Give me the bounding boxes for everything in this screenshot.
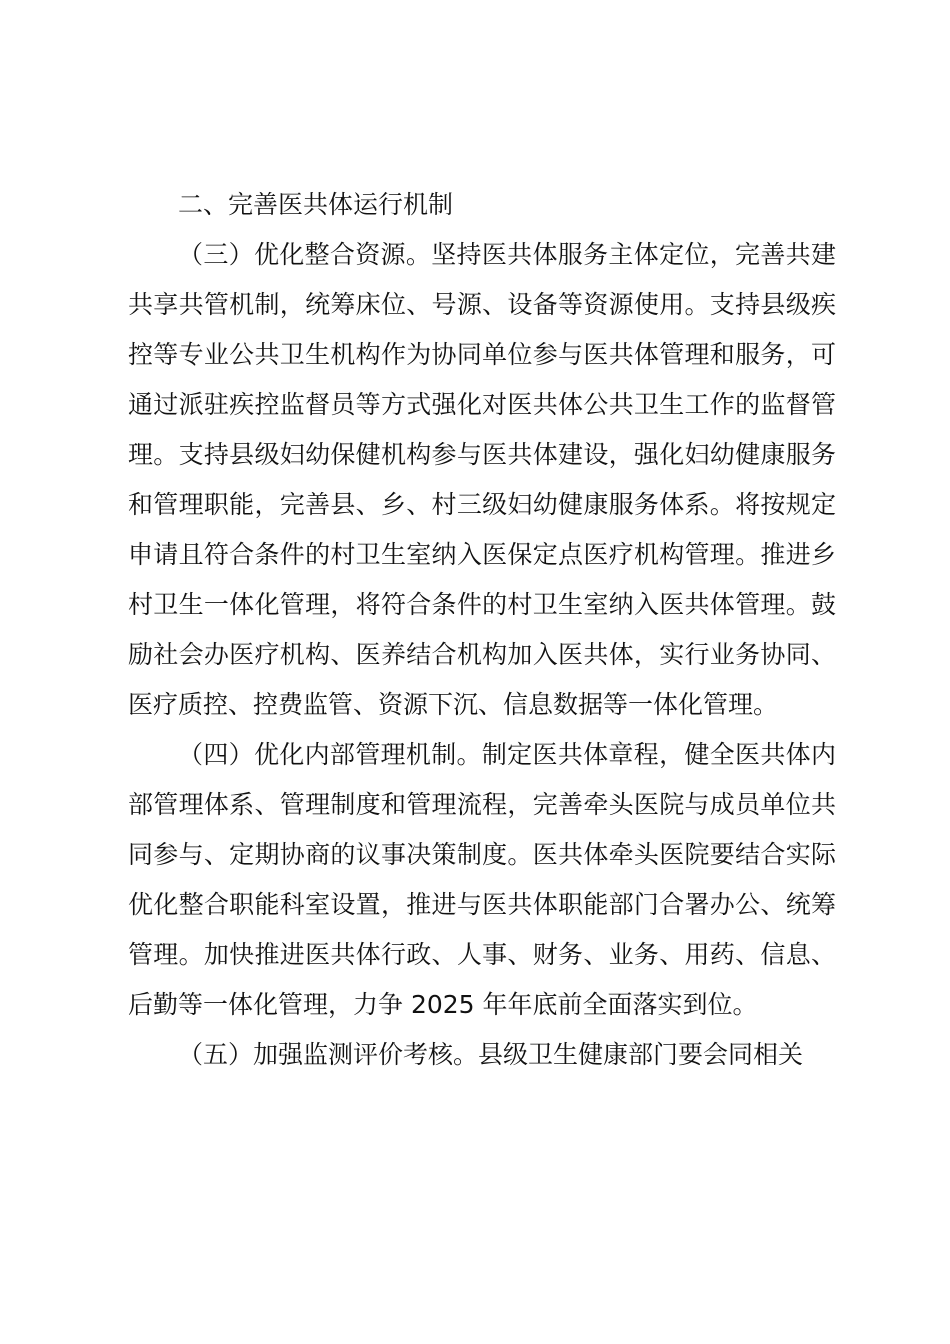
- paragraph-5-monitoring-evaluation: （五）加强监测评价考核。县级卫生健康部门要会同相关: [178, 1040, 804, 1069]
- paragraph-4-internal-management: （四）优化内部管理机制。制定医共体章程，健全医共体内部管理体系、管理制度和管理流程，完善牵头医院与成员单位共同参与、定期协商的议事决策制度。医共体牵头医院要结合实际优化整合职能科室设置，推进与医共体职能部门合署办公、统筹管理。加快推进医共体行政、人事、财务、业务、用药、信息、后勤等一体化管理，力争 2025 年年底前全面落实到位。: [128, 740, 836, 1019]
- document-page: [128, 180, 836, 1080]
- section-heading: 二、完善医共体运行机制: [178, 190, 454, 219]
- paragraph-3-optimize-resources: （三）优化整合资源。坚持医共体服务主体定位，完善共建共享共管机制，统筹床位、号源、设备等资源使用。支持县级疾控等专业公共卫生机构作为协同单位参与医共体管理和服务，可通过派驻疾控监督员等方式强化对医共体公共卫生工作的监督管理。支持县级妇幼保健机构参与医共体建设，强化妇幼健康服务和管理职能，完善县、乡、村三级妇幼健康服务体系。将按规定申请且符合条件的村卫生室纳入医保定点医疗机构管理。推进乡村卫生一体化管理，将符合条件的村卫生室纳入医共体管理。鼓励社会办医疗机构、医养结合机构加入医共体，实行业务协同、医疗质控、控费监管、资源下沉、信息数据等一体化管理。: [128, 240, 836, 719]
